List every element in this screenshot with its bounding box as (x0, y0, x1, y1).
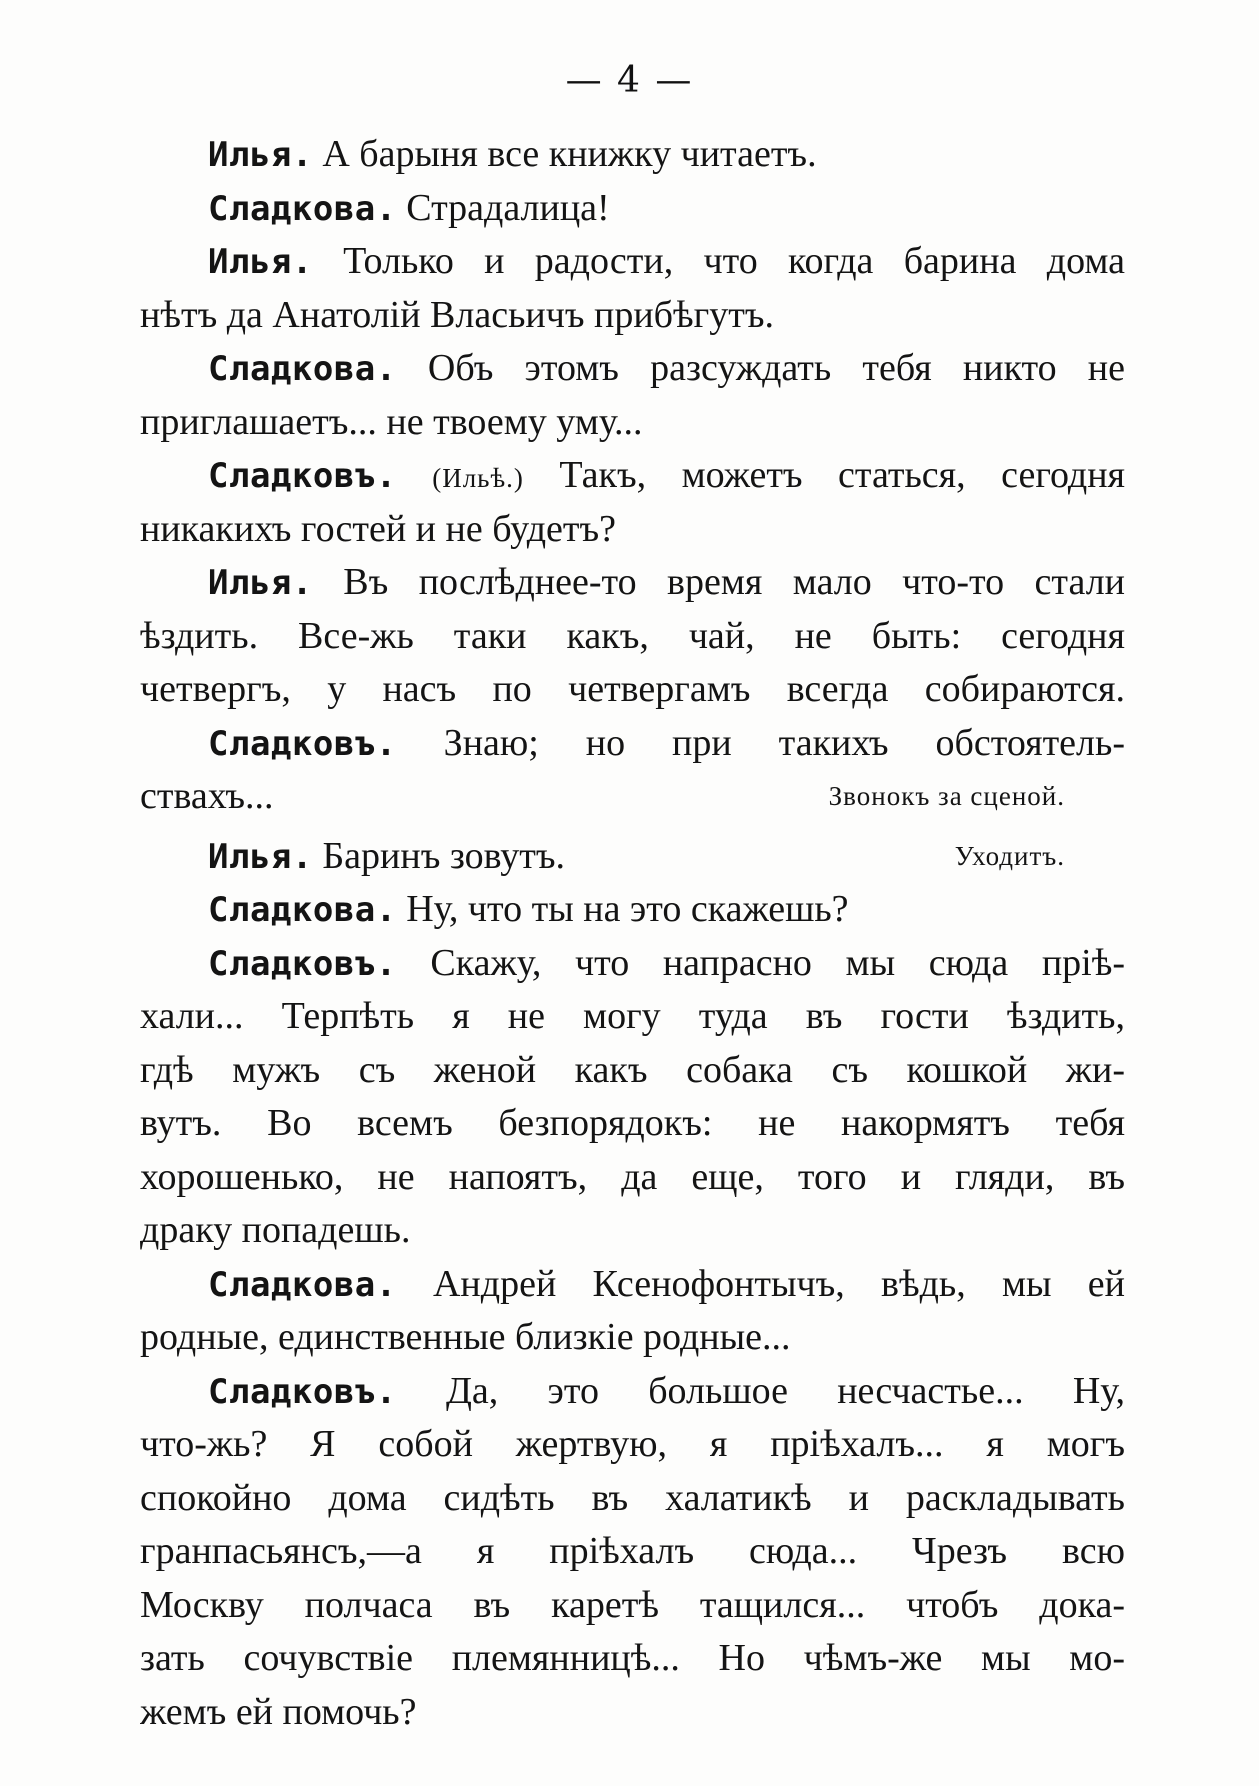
dialogue-line (140, 1258, 1125, 1312)
dialogue-text: Да, это большое несчастье... Ну, (446, 1369, 1125, 1412)
dialogue-line (140, 717, 1125, 771)
stage-direction: (Ильѣ.) (432, 463, 524, 493)
dialogue-text: Только и радости, что когда барина дома (343, 240, 1125, 282)
dialogue-text: драку попадешь. (140, 1209, 411, 1251)
dialogue-text: приглашаетъ... не твоему уму... (140, 400, 643, 443)
dialogue-text: гранпасьянсъ,—а я пріѣхалъ сюда... Чрезъ всю (140, 1530, 1125, 1572)
dialogue-text: А барыня все книжку читаетъ. (322, 133, 817, 175)
stage-direction: Уходитъ. (954, 840, 1065, 871)
dialogue-line (140, 1044, 1125, 1098)
dialogue-line (140, 1311, 1125, 1365)
speaker-name: Сладкова. (208, 890, 397, 930)
speaker-name: Илья. (208, 836, 313, 877)
dialogue-text: что-жь? Я собой жертвую, я пріѣхалъ... я могъ (140, 1423, 1125, 1465)
dialogue-text: родные, единственные близкіе родные... (140, 1316, 791, 1358)
speaker-name: Сладковъ. (208, 456, 397, 496)
speaker-name: Илья. (208, 563, 313, 603)
speaker-name: Сладковъ. (208, 943, 397, 984)
dialogue-line (140, 1686, 1125, 1740)
page-number: — 4 — (565, 60, 694, 101)
speaker-name: Сладкова. (208, 188, 397, 229)
dialogue-line (140, 937, 1125, 991)
dialogue-line (140, 342, 1125, 396)
speaker-name: Илья. (208, 242, 313, 282)
dialogue-text: спокойно дома сидѣть въ халатикѣ и раскладывать (140, 1476, 1125, 1519)
dialogue-line (140, 1418, 1125, 1472)
dialogue-line (140, 449, 1125, 503)
dialogue-line (140, 289, 1125, 343)
dialogue-line (140, 1097, 1125, 1151)
dialogue-line (140, 1525, 1125, 1579)
dialogue-text: ѣздить. Все-жь таки какъ, чай, не быть: сегодня (140, 614, 1125, 657)
dialogue-text: никакихъ гостей и не будетъ? (140, 507, 617, 550)
dialogue-text: Москву полчаса въ каретѣ тащился... чтобъ дока- (140, 1583, 1125, 1626)
dialogue-line (140, 235, 1125, 289)
dialogue-line (140, 182, 1125, 236)
dialogue-line (140, 1632, 1125, 1686)
dialogue-line (140, 556, 1125, 610)
dialogue-line (140, 128, 1125, 182)
dialogue-line (140, 990, 1125, 1044)
speaker-name: Сладкова. (208, 349, 397, 389)
dialogue-text: жемъ ей помочь? (140, 1690, 417, 1733)
dialogue-text: Знаю; но при такихъ обстоятель- (443, 721, 1125, 764)
dialogue-line (140, 830, 1125, 884)
dialogue-text: Скажу, что напрасно мы сюда пріѣ- (430, 941, 1125, 984)
dialogue-text: четвергъ, у насъ по четвергамъ всегда собираются. (140, 668, 1125, 710)
dialogue-text: зать сочувствіе племянницѣ... Но чѣмъ-же мы мо- (140, 1637, 1125, 1679)
speaker-name: Сладкова. (208, 1264, 397, 1305)
dialogue-text: гдѣ мужъ съ женой какъ собака съ кошкой жи- (140, 1048, 1125, 1091)
dialogue-line (140, 883, 1125, 937)
dialogue-line (140, 1579, 1125, 1633)
dialogue-text: Страдалица! (406, 186, 610, 229)
dialogue-line (140, 663, 1125, 717)
dialogue-text: Объ этомъ разсуждать тебя никто не (427, 347, 1125, 389)
dialogue-text: хали... Терпѣть я не могу туда въ гости ѣздить, (140, 995, 1125, 1037)
dialogue-text: Андрей Ксенофонтычъ, вѣдь, мы ей (432, 1262, 1125, 1305)
dialogue-text: хорошенько, не напоятъ, да еще, того и гляди, въ (140, 1155, 1125, 1198)
dialogue-line (140, 1204, 1125, 1258)
speaker-name: Илья. (208, 135, 313, 175)
dialogue-text: ствахъ... (140, 775, 274, 817)
dialogue-text: Такъ, можетъ статься, сегодня (559, 454, 1125, 496)
dialogue-line (140, 610, 1125, 664)
stage-direction: Звонокъ за сценой. (828, 781, 1065, 811)
dialogue-line (140, 1151, 1125, 1205)
dialogue-line (140, 770, 1125, 824)
speaker-name: Сладковъ. (208, 723, 397, 764)
dialogue-line (140, 503, 1125, 557)
play-text (140, 128, 1125, 1739)
dialogue-line (140, 1365, 1125, 1419)
dialogue-text: нѣтъ да Анатолій Власьичъ прибѣгутъ. (140, 293, 774, 336)
dialogue-line (140, 396, 1125, 450)
dialogue-line (140, 1472, 1125, 1526)
speaker-name: Сладковъ. (208, 1371, 397, 1412)
dialogue-text: Въ послѣднее-то время мало что-то стали (343, 561, 1125, 603)
dialogue-text: Баринъ зовутъ. (322, 834, 566, 877)
dialogue-text: вутъ. Во всемъ безпорядокъ: не накормятъ тебя (140, 1102, 1125, 1144)
dialogue-text: Ну, что ты на это скажешь? (406, 888, 849, 930)
